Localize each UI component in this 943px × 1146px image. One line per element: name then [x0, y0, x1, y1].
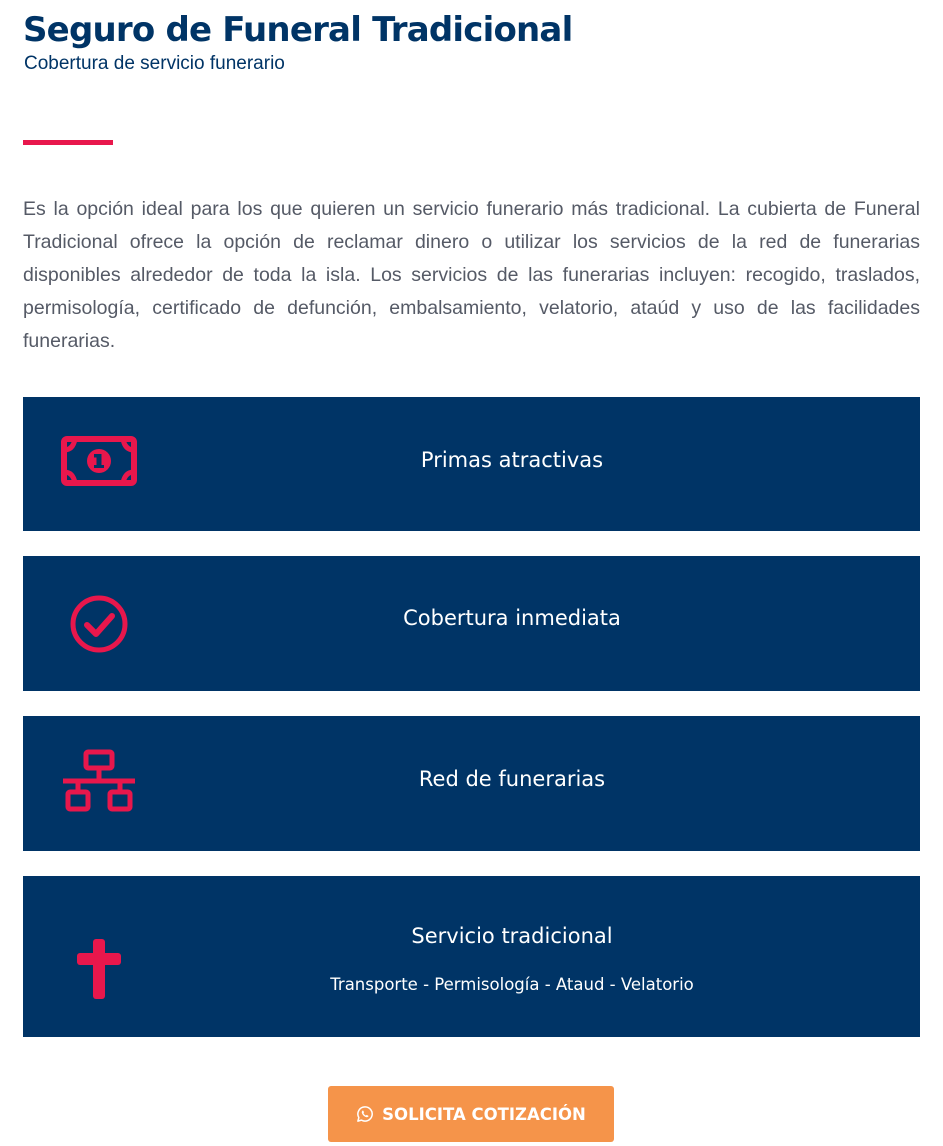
- whatsapp-icon: [356, 1105, 374, 1123]
- feature-card-cobertura: [23, 556, 920, 691]
- request-quote-button[interactable]: [328, 1086, 614, 1142]
- feature-card-primas: [23, 397, 920, 531]
- page-subtitle: Cobertura de servicio funerario: [24, 53, 285, 74]
- feature-label: Red de funerarias: [418, 767, 606, 791]
- request-quote-label: SOLICITA COTIZACIÓN: [382, 1104, 586, 1124]
- accent-divider: [23, 140, 113, 145]
- feature-label: Primas atractivas: [420, 448, 604, 472]
- intro-paragraph: Es la opción ideal para los que quieren un servicio funerario más tradicional. La cubierta de Funeral Tradicional ofrece la opción de reclamar dinero o utilizar los servicios de la red de funerarias disponibles alrededor de toda la isla. Los servicios de las funerarias incluyen: recogido, traslados, permisología, certificado de defunción, embalsamiento, velatorio, ataúd y uso de las facilidades funerarias.: [23, 198, 920, 352]
- feature-card-red: [23, 716, 920, 851]
- feature-card-servicio: [23, 876, 920, 1037]
- feature-label: Cobertura inmediata: [403, 606, 621, 630]
- page-title: Seguro de Funeral Tradicional: [23, 10, 573, 50]
- feature-description: Transporte - Permisología - Ataud - Velatorio: [330, 975, 694, 994]
- feature-label: Servicio tradicional: [411, 924, 613, 948]
